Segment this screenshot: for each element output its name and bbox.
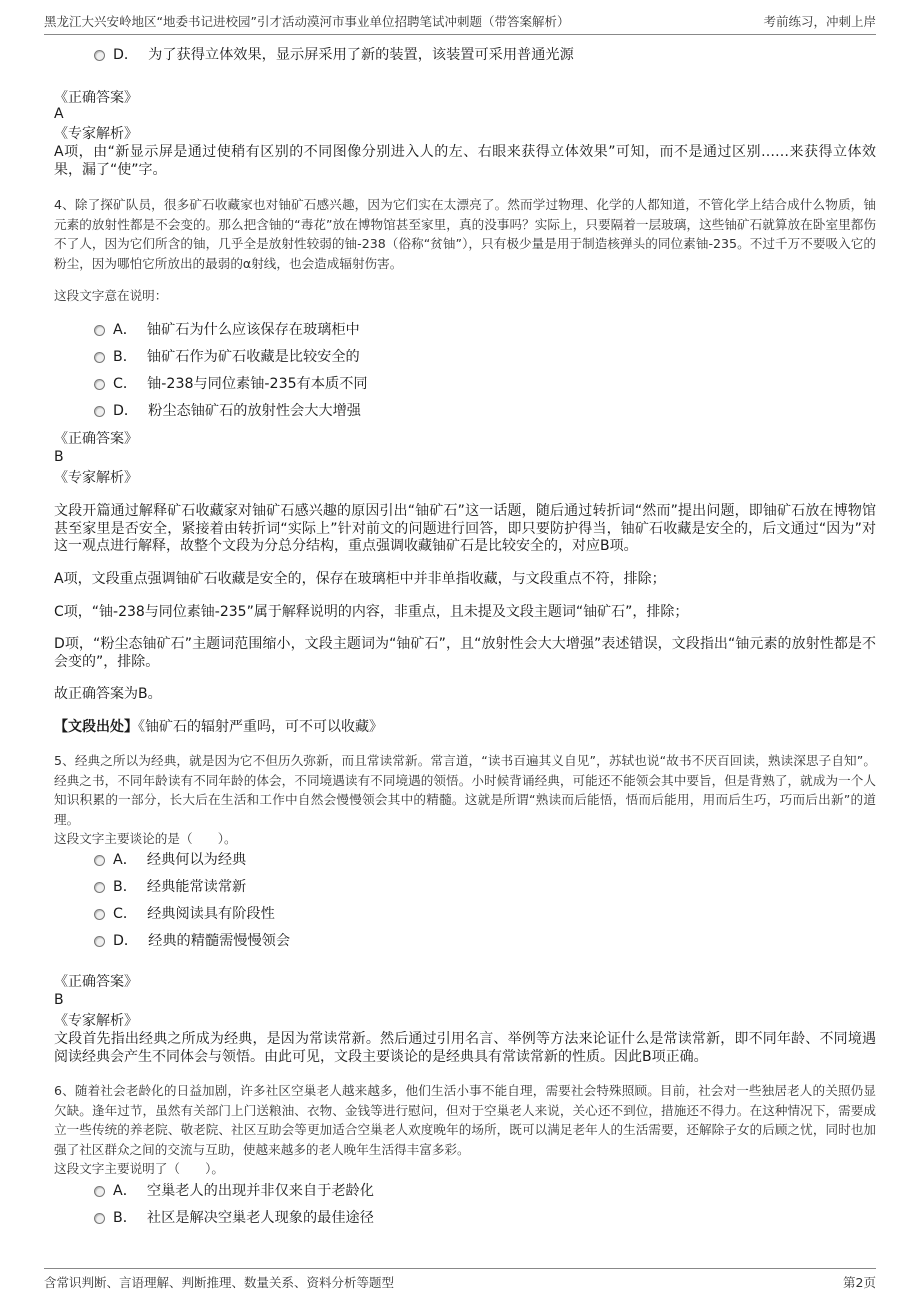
q5-stem: 5、经典之所以为经典，就是因为它不但历久弥新，而且常读常新。常言道，“读书百遍其义自见”，苏轼也说“故书不厌百回读，熟读深思子自知”。经典之书，不同年龄读有不同年龄的体会，不同境遇读有不同境遇的领悟。小时候背诵经典，可能还不能领会其中要旨，但是背熟了，就成为一个人知识积累的一部分，长大后在生活和工作中自然会慢慢领会其中的精髓。这就是所谓“熟读而后能悟，悟而后能用，用而后生巧，巧而后出新”的道理。 xyxy=(54,753,876,827)
q3-option-d[interactable] xyxy=(94,46,574,64)
q6-prompt: 这段文字主要说明了（ ）。 xyxy=(54,1161,225,1176)
radio-icon[interactable] xyxy=(94,379,105,390)
q5-option-a[interactable] xyxy=(94,851,246,869)
radio-icon[interactable] xyxy=(94,406,105,417)
option-text: 铀-238与同位素铀-235有本质不同 xyxy=(147,376,368,392)
q5-option-b[interactable] xyxy=(94,878,246,896)
radio-icon[interactable] xyxy=(94,325,105,336)
option-letter: B． xyxy=(113,879,137,895)
option-text: 铀矿石为什么应该保存在玻璃柜中 xyxy=(146,322,360,338)
q6-option-b[interactable] xyxy=(94,1209,374,1227)
q4-analysis-label: 《专家解析》 xyxy=(54,470,138,486)
q4-option-b[interactable] xyxy=(94,348,360,366)
q5-prompt: 这段文字主要谈论的是（ ）。 xyxy=(54,831,237,846)
option-text: 为了获得立体效果，显示屏采用了新的装置，该装置可采用普通光源 xyxy=(148,47,574,63)
header-slogan: 考前练习，冲刺上岸 xyxy=(763,14,876,29)
option-letter: C． xyxy=(113,906,138,922)
q5-analysis-label: 《专家解析》 xyxy=(54,1013,138,1029)
option-letter: D． xyxy=(113,933,139,949)
page-header xyxy=(44,12,876,35)
q3-analysis: A项，由“新显示屏是通过使稍有区别的不同图像分别进入人的左、右眼来获得立体效果”可知，而不是通过区别……来获得立体效果，漏了“使”字。 xyxy=(54,144,876,178)
radio-icon[interactable] xyxy=(94,352,105,363)
option-letter: A． xyxy=(113,1183,137,1199)
radio-icon[interactable] xyxy=(94,909,105,920)
document-title: 黑龙江大兴安岭地区“地委书记进校园”引才活动漠河市事业单位招聘笔试冲刺题（带答案解析） xyxy=(44,14,570,29)
q5-analysis: 文段首先指出经典之所成为经典，是因为常读常新。然后通过引用名言、举例等方法来论证什么是常读常新，即不同年龄、不同境遇阅读经典会产生不同体会与领悟。由此可见，文段主要谈论的是经典具有常读常新的性质。因此B项正确。 xyxy=(54,1031,876,1065)
page-footer xyxy=(44,1268,876,1291)
q3-answer-label: 《正确答案》 xyxy=(54,90,138,106)
q4-analysis-para: D项，“粉尘态铀矿石”主题词范围缩小，文段主题词为“铀矿石”，且“放射性会大大增强”表述错误，文段指出“铀元素的放射性都是不会变的”，排除。 xyxy=(54,636,876,670)
option-text: 经典阅读具有阶段性 xyxy=(147,906,275,922)
q5-answer-label: 《正确答案》 xyxy=(54,974,138,990)
q4-answer-label: 《正确答案》 xyxy=(54,431,138,447)
option-text: 粉尘态铀矿石的放射性会大大增强 xyxy=(148,403,361,419)
q6-option-a[interactable] xyxy=(94,1182,374,1200)
q6-stem: 6、随着社会老龄化的日益加剧，许多社区空巢老人越来越多，他们生活小事不能自理，需要社会特殊照顾。目前，社会对一些独居老人的关照仍显欠缺。逢年过节，虽然有关部门上门送粮油、衣物、金钱等进行慰问，但对于空巢老人来说，关心还不到位，措施还不得力。在这种情况下，需要成立一些传统的养老院、敬老院、社区互助会等更加适合空巢老人欢度晚年的场所，既可以满足老年人的生活需要，还解除子女的后顾之忧，同时也加强了社区群众之间的交流与互助，使越来越多的老人晚年生活得丰富多彩。 xyxy=(54,1083,876,1157)
q4-analysis-para: C项，“铀-238与同位素铀-235”属于解释说明的内容，非重点，且未提及文段主题词“铀矿石”，排除； xyxy=(54,604,689,620)
q4-option-c[interactable] xyxy=(94,375,368,393)
option-letter: A． xyxy=(113,322,137,338)
q5-answer: B xyxy=(54,992,64,1008)
radio-icon[interactable] xyxy=(94,1186,105,1197)
source-title: 《铀矿石的辐射严重吗，可不可以收藏》 xyxy=(138,719,383,735)
q4-source xyxy=(54,719,876,737)
q4-answer: B xyxy=(54,449,64,465)
q5-option-d[interactable] xyxy=(94,932,290,950)
radio-icon[interactable] xyxy=(94,50,105,61)
page-number: 第2页 xyxy=(843,1275,876,1290)
option-text: 空巢老人的出现并非仅来自于老龄化 xyxy=(146,1183,374,1199)
option-text: 经典的精髓需慢慢领会 xyxy=(148,933,291,949)
q5-option-c[interactable] xyxy=(94,905,275,923)
option-letter: C． xyxy=(113,376,138,392)
option-letter: D． xyxy=(113,47,139,63)
option-letter: D． xyxy=(113,403,139,419)
q4-analysis-para: 文段开篇通过解释矿石收藏家对铀矿石感兴趣的原因引出“铀矿石”这一话题，随后通过转折词“然而”提出问题，即铀矿石放在博物馆甚至家里是否安全，紧接着由转折词“实际上”针对前文的问题进行回答，即只要防护得当，铀矿石收藏是安全的，后文通过“因为”对这一观点进行解释，故整个文段为分总分结构，重点强调收藏铀矿石是比较安全的，对应B项。 xyxy=(54,503,876,554)
q3-analysis-label: 《专家解析》 xyxy=(54,126,138,142)
radio-icon[interactable] xyxy=(94,855,105,866)
option-text: 经典能常读常新 xyxy=(146,879,247,895)
option-text: 铀矿石作为矿石收藏是比较安全的 xyxy=(146,349,360,365)
q3-answer: A xyxy=(54,106,64,122)
radio-icon[interactable] xyxy=(94,882,105,893)
source-label: 【文段出处】 xyxy=(54,719,138,735)
option-letter: B． xyxy=(113,1210,137,1226)
q4-option-a[interactable] xyxy=(94,321,360,339)
q4-stem: 4、除了探矿队员，很多矿石收藏家也对铀矿石感兴趣，因为它们实在太漂亮了。然而学过物理、化学的人都知道，不管化学上结合成什么物质，铀元素的放射性都是不会变的。那么把含铀的“毒花”放在博物馆甚至家里，真的没事吗？实际上，只要隔着一层玻璃，这些铀矿石就算放在卧室里都伤不了人，因为它们所含的铀，几乎全是放射性较弱的铀-238（俗称“贫铀”），只有极少量是用于制造核弹头的同位素铀-235。不过千万不要吸入它的粉尘，因为哪怕它所放出的最弱的α射线，也会造成辐射伤害。 xyxy=(54,197,876,271)
option-text: 经典何以为经典 xyxy=(146,852,247,868)
radio-icon[interactable] xyxy=(94,1213,105,1224)
q4-analysis-para: 故正确答案为B。 xyxy=(54,686,162,702)
footer-categories: 含常识判断、言语理解、判断推理、数量关系、资料分析等题型 xyxy=(44,1275,395,1290)
q4-analysis-para: A项，文段重点强调铀矿石收藏是安全的，保存在玻璃柜中并非单指收藏，与文段重点不符，排除； xyxy=(54,571,666,587)
option-letter: A． xyxy=(113,852,137,868)
option-letter: B． xyxy=(113,349,137,365)
q4-option-d[interactable] xyxy=(94,402,361,420)
radio-icon[interactable] xyxy=(94,936,105,947)
option-text: 社区是解决空巢老人现象的最佳途径 xyxy=(146,1210,374,1226)
q4-prompt: 这段文字意在说明： xyxy=(54,288,168,303)
